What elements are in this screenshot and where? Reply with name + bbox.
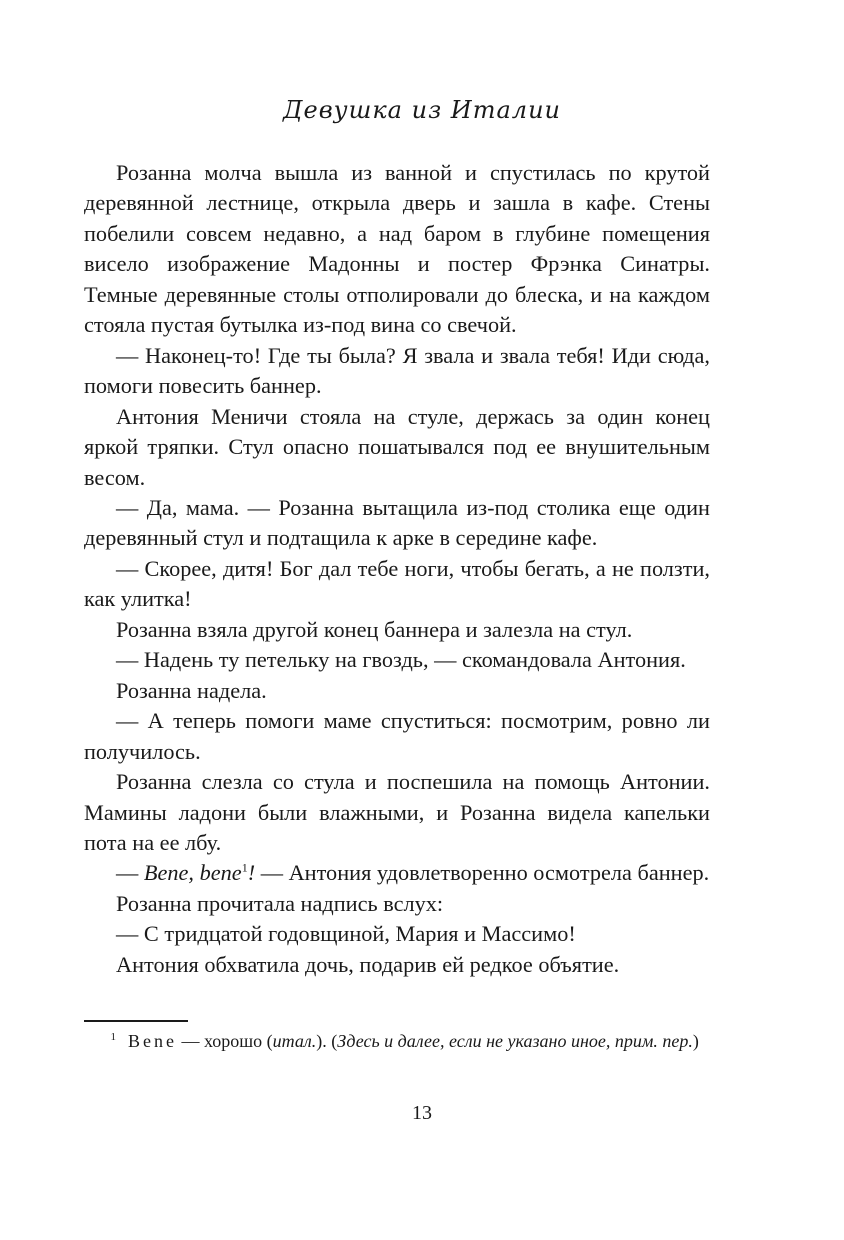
paragraph: Розанна прочитала надпись вслух: xyxy=(116,890,444,916)
paragraph: Розанна молча вышла из ванной и спустилась по крутой деревянной лестнице, открыла дверь и зашла в кафе. Стены побелили совсем недавно, а над баром в глубине помещения висело изображение Мадонны и постер Фрэнка Синатры. Темные деревянные столы отполировали до блеска, и на каждом стояла пустая бутылка из-под вина со свечой. xyxy=(84,160,710,338)
italian-phrase: Bene, bene xyxy=(143,860,242,886)
footnote-divider xyxy=(84,1020,188,1022)
paragraph-rest: — Антония удовлетворенно осмотрела баннер. xyxy=(255,860,710,886)
paragraph: — Да, мама. — Розанна вытащила из-под столика еще один деревянный стул и подтащила к арке в середине кафе. xyxy=(84,494,710,551)
paragraph: Розанна взяла другой конец баннера и залезла на стул. xyxy=(116,616,633,642)
body-text xyxy=(84,158,710,980)
running-title: Девушка из Италии xyxy=(283,96,561,124)
paragraph: — Надень ту петельку на гвоздь, — скомандовала Антония. xyxy=(116,647,686,673)
paragraph-bene xyxy=(84,858,710,888)
italian-phrase-end: ! xyxy=(247,860,256,886)
footnote-ref[interactable]: 1 xyxy=(241,861,248,875)
paragraph: Розанна слезла со стула и поспешила на помощь Антонии. Мамины ладони были влажными, и Розанна видела капельки пота на ее лбу. xyxy=(84,769,710,855)
footnote-mid: ). ( xyxy=(316,1031,338,1051)
paragraph: Антония обхватила дочь, подарив ей редкое объятие. xyxy=(116,951,620,977)
paragraph: — Наконец-то! Где ты была? Я звала и звала тебя! Иди сюда, помоги повесить баннер. xyxy=(84,342,710,399)
footnote-note: Здесь и далее, если не указано иное, прим. пер. xyxy=(337,1031,693,1051)
paragraph: — А теперь помоги маме спуститься: посмотрим, ровно ли получилось. xyxy=(84,708,710,764)
footnote-term: Bene xyxy=(128,1031,177,1051)
footnote-close: ) xyxy=(692,1031,699,1051)
footnote-text: — хорошо ( xyxy=(176,1031,273,1051)
paragraph: Розанна надела. xyxy=(116,677,267,703)
paragraph: — С тридцатой годовщиной, Мария и Массимо! xyxy=(116,921,576,947)
page-number: 13 xyxy=(412,1102,432,1124)
paragraph: — Скорее, дитя! Бог дал тебе ноги, чтобы бегать, а не ползти, как улитка! xyxy=(84,555,710,612)
footnote-lang: итал. xyxy=(272,1031,317,1051)
paragraph: Антония Меничи стояла на стуле, держась за один конец яркой тряпки. Стул опасно пошатывался под ее внушительным весом. xyxy=(84,403,710,490)
dash: — xyxy=(116,860,144,886)
footnote: 1 Bene — хорошо (итал.). (Здесь и далее, если не указано иное, прим. пер.) xyxy=(110,1031,699,1051)
